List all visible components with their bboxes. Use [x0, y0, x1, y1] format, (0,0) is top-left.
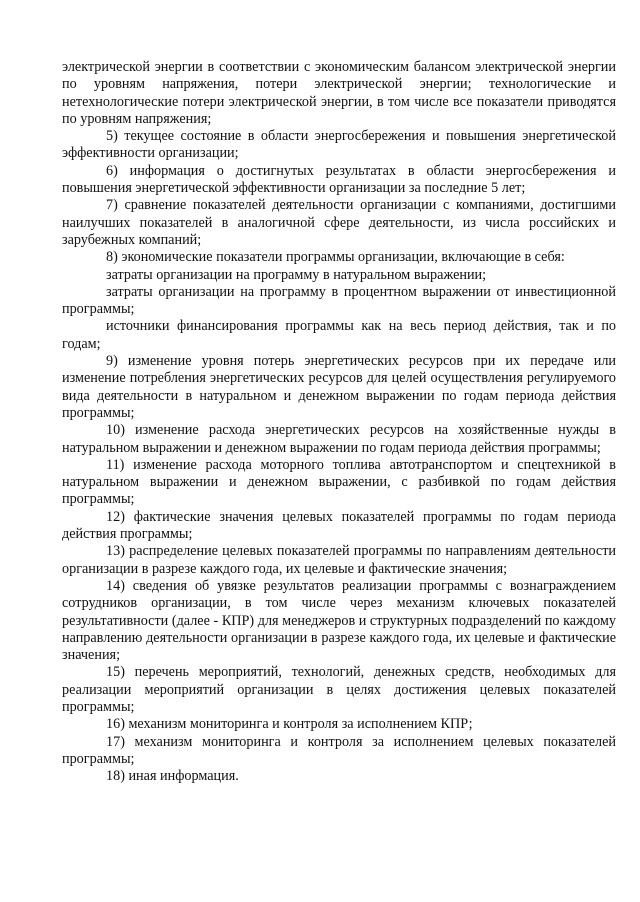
paragraph-subitem-funding-sources: источники финансирования программы как на весь период действия, так и по годам; — [62, 318, 616, 352]
paragraph-item-18: 18) иная информация. — [106, 768, 239, 785]
paragraph-item-9: 9) изменение уровня потерь энергетических ресурсов при их передаче или изменение потребления энергетических ресурсов для целей осуществления регулируемого вида деятельности в натуральном и денежном выражении по годам периода действия программы; — [62, 353, 616, 421]
paragraph-subitem-costs-natural: затраты организации на программу в натуральном выражении; — [106, 266, 487, 283]
paragraph-item-6: 6) информация о достигнутых результатах в области энергосбережения и повышения энергетической эффективности организации за последние 5 лет; — [62, 162, 616, 197]
paragraph-subitem-costs-percent: затраты организации на программу в процентном выражении от инвестиционной программы; — [62, 283, 616, 318]
paragraph-item-5: 5) текущее состояние в области энергосбережения и повышения энергетической эффективности организации; — [62, 128, 616, 162]
paragraph-continuation: электрической энергии в соответствии с экономическим балансом электрической энергии по уровням напряжения, потери электрической энергии; технологические и нетехнологические потери электрической энергии, в том числе все показатели приводятся по уровням напряжения; — [62, 59, 616, 127]
paragraph-item-13: 13) распределение целевых показателей программы по направлениям деятельности организации в разрезе каждого года, их целевые и фактические значения; — [62, 543, 616, 577]
paragraph-item-7: 7) сравнение показателей деятельности организации с компаниями, достигшими наилучших показателей в аналогичной сфере деятельности, из числа российских и зарубежных компаний; — [62, 197, 616, 248]
paragraph-item-10: 10) изменение расхода энергетических ресурсов на хозяйственные нужды в натуральном выражении и денежном выражении по годам периода действия программы; — [62, 422, 616, 456]
paragraph-item-16: 16) механизм мониторинга и контроля за исполнением КПР; — [106, 716, 473, 733]
paragraph-item-17: 17) механизм мониторинга и контроля за исполнением целевых показателей программы; — [62, 733, 616, 767]
paragraph-item-12: 12) фактические значения целевых показателей программы по годам периода действия программы; — [62, 508, 616, 543]
paragraph-item-14: 14) сведения об увязке результатов реализации программы с вознаграждением сотрудников организации, в том числе через механизм ключевых показателей результативности (далее - КПР) для менеджеров и структурных подразделений по каждому направлению деятельности организации в разрезе каждого года, их целевые и фактические значения; — [62, 577, 616, 664]
paragraph-item-8: 8) экономические показатели программы организации, включающие в себя: — [106, 249, 565, 266]
paragraph-item-11: 11) изменение расхода моторного топлива автотранспортом и спецтехникой в натуральном выражении и денежном выражении, с разбивкой по годам действия программы; — [62, 456, 616, 508]
paragraph-item-15: 15) перечень мероприятий, технологий, денежных средств, необходимых для реализации мероприятий организации в целях достижения целевых показателей программы; — [62, 664, 616, 715]
document-page — [62, 59, 616, 785]
